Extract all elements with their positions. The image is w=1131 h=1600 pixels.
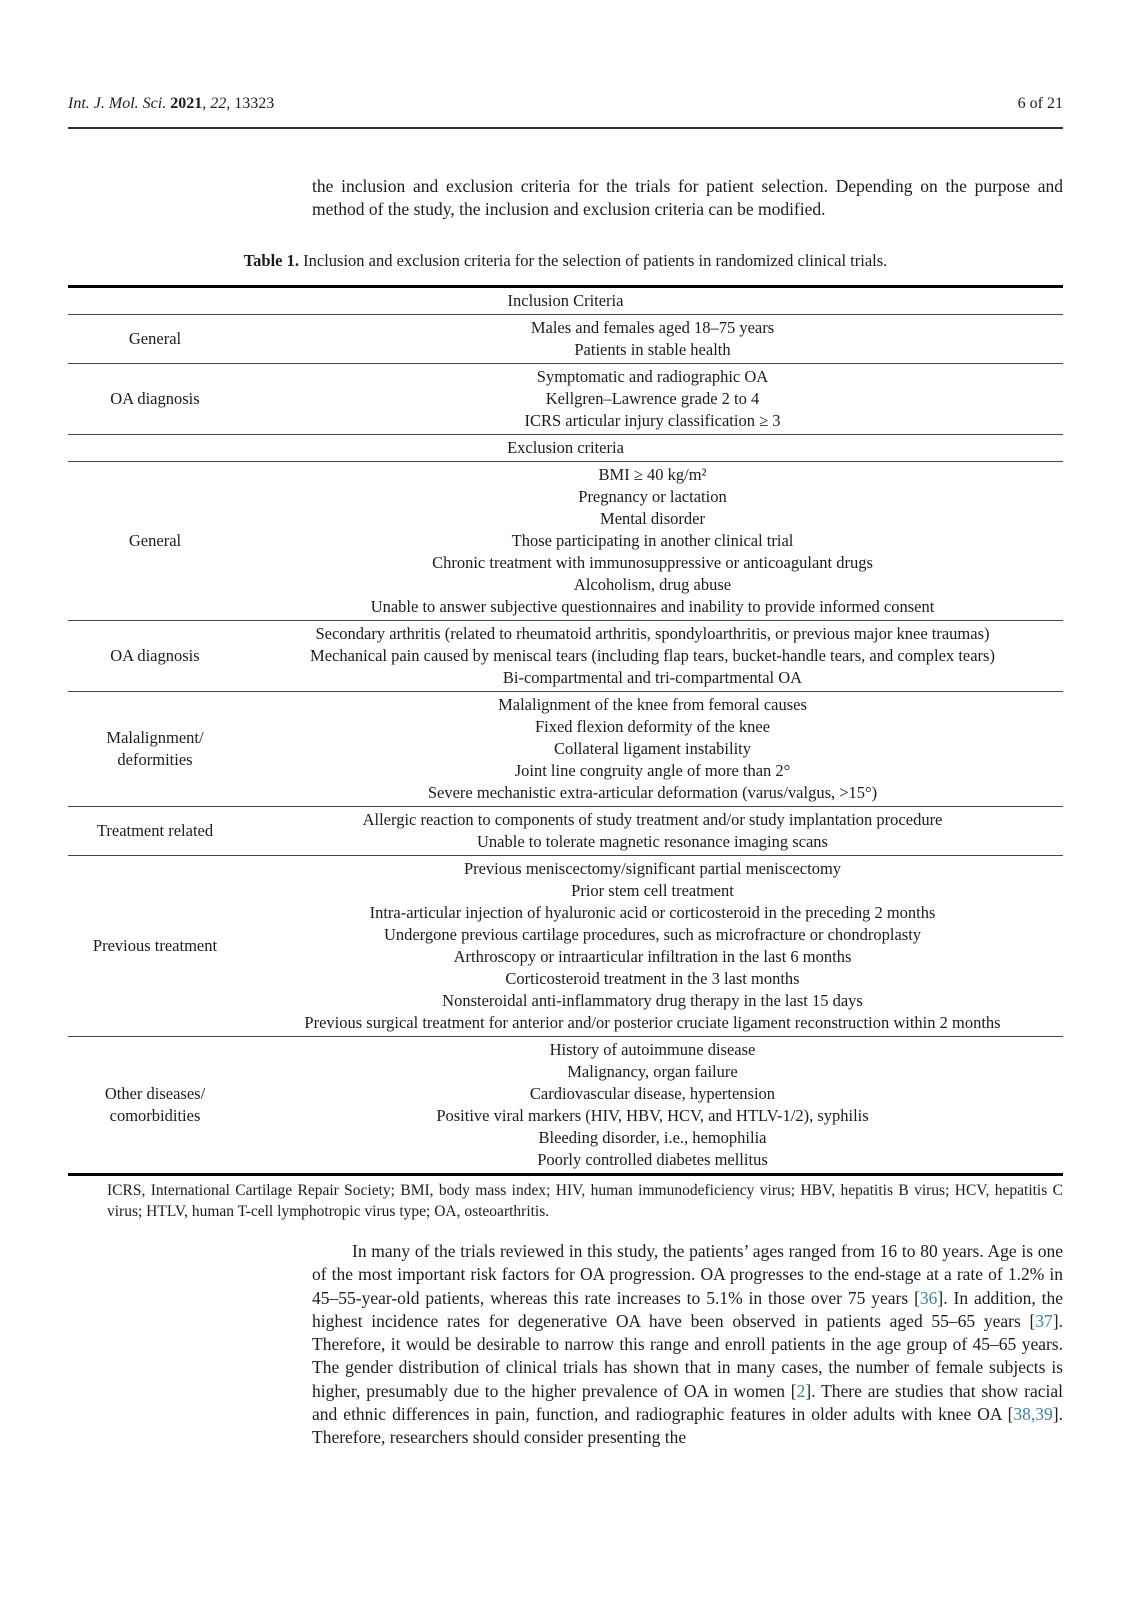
page-number: 6 of 21 xyxy=(1017,95,1063,112)
table-section-header-row xyxy=(68,435,1063,462)
row-label: OA diagnosis xyxy=(68,364,242,435)
header-rule xyxy=(68,127,1063,129)
criteria-line: Previous surgical treatment for anterior and/or posterior cruciate ligament reconstruction within 2 months xyxy=(304,1013,1001,1032)
criteria-line: Prior stem cell treatment xyxy=(571,881,734,900)
row-criteria xyxy=(242,692,1063,807)
criteria-line: Kellgren–Lawrence grade 2 to 4 xyxy=(545,389,760,408)
row-label: General xyxy=(68,462,242,621)
citation-link[interactable]: 2 xyxy=(796,1380,806,1401)
body-text-segment: In many of the trials reviewed in this study, the patients’ ages ranged from 16 to 80 years. Age is one of the most important risk factors for OA progression. OA progresses to the end-stage at a rate of 1.2% in 45–55-year-old patients, whereas this rate increases to 5.1% in those over 75 years [ xyxy=(312,1241,1063,1308)
criteria-line: Allergic reaction to components of study treatment and/or study implantation procedure xyxy=(362,810,943,829)
criteria-line: Mental disorder xyxy=(600,509,705,528)
table-row xyxy=(68,1037,1063,1175)
criteria-line: Poorly controlled diabetes mellitus xyxy=(537,1150,768,1169)
row-criteria xyxy=(242,856,1063,1037)
row-criteria xyxy=(242,315,1063,364)
criteria-line: Symptomatic and radiographic OA xyxy=(536,367,769,386)
section-header-inclusion: Inclusion Criteria xyxy=(507,291,624,310)
criteria-line: Cardiovascular disease, hypertension xyxy=(529,1084,776,1103)
row-label: Other diseases/ comorbidities xyxy=(68,1037,242,1175)
row-label: Treatment related xyxy=(68,807,242,856)
criteria-line: Arthroscopy or intraarticular infiltration in the last 6 months xyxy=(453,947,852,966)
body-text-segment: ]. Therefore, it would be desirable to narrow this range and enroll patients in the age group of 45–65 years. The gender distribution of clinical trials has shown that in many cases, the number of female subjects is higher, presumably due to the higher prevalence of OA in women [ xyxy=(312,1310,1063,1401)
table-row xyxy=(68,364,1063,435)
journal-volume: 22 xyxy=(210,95,227,112)
citation-link[interactable]: 38,39 xyxy=(1013,1404,1053,1425)
row-criteria xyxy=(242,621,1063,692)
criteria-line: Unable to answer subjective questionnaires and inability to provide informed consent xyxy=(370,597,935,616)
citation-link[interactable]: 36 xyxy=(919,1287,938,1308)
table-section-header-row xyxy=(68,287,1063,315)
criteria-line: Nonsteroidal anti-inflammatory drug therapy in the last 15 days xyxy=(442,991,863,1010)
row-label: OA diagnosis xyxy=(68,621,242,692)
criteria-line: Mechanical pain caused by meniscal tears (including flap tears, bucket-handle tears, and complex tears) xyxy=(310,646,995,665)
criteria-line: Collateral ligament instability xyxy=(553,739,752,758)
row-criteria xyxy=(242,462,1063,621)
criteria-line: Males and females aged 18–75 years xyxy=(530,318,775,337)
row-label: Previous treatment xyxy=(68,856,242,1037)
criteria-line: BMI ≥ 40 kg/m² xyxy=(598,465,707,484)
row-label: Malalignment/ deformities xyxy=(68,692,242,807)
citation-link[interactable]: 37 xyxy=(1035,1310,1053,1331)
criteria-line: Intra-articular injection of hyaluronic acid or corticosteroid in the preceding 2 months xyxy=(369,903,936,922)
article-number: , 13323 xyxy=(226,95,275,112)
body-text-segment: ]. There are studies that show racial and ethnic differences in pain, function, and radiographic features in older adults with knee OA [ xyxy=(312,1380,1063,1425)
body-text-segment: ]. Therefore, researchers should consider presenting the xyxy=(312,1404,1063,1448)
criteria-line: Fixed flexion deformity of the knee xyxy=(534,717,771,736)
criteria-line: Bi-compartmental and tri-compartmental OA xyxy=(502,668,803,687)
criteria-line: Bleeding disorder, i.e., hemophilia xyxy=(538,1128,767,1147)
criteria-line: Corticosteroid treatment in the 3 last months xyxy=(505,969,800,988)
table-row xyxy=(68,621,1063,692)
criteria-line: Pregnancy or lactation xyxy=(578,487,727,506)
table-caption-text: Inclusion and exclusion criteria for the selection of patients in randomized clinical trials. xyxy=(303,251,888,270)
criteria-line: Patients in stable health xyxy=(574,340,731,359)
criteria-line: Positive viral markers (HIV, HBV, HCV, and HTLV-1/2), syphilis xyxy=(436,1106,869,1125)
criteria-line: ICRS articular injury classification ≥ 3 xyxy=(524,411,781,430)
section-header-exclusion: Exclusion criteria xyxy=(68,435,1063,462)
criteria-line: History of autoimmune disease xyxy=(549,1040,756,1059)
body-paragraph xyxy=(312,1240,1063,1450)
criteria-line: Secondary arthritis (related to rheumatoid arthritis, spondyloarthritis, or previous major knee traumas) xyxy=(315,624,990,643)
row-criteria xyxy=(242,364,1063,435)
criteria-line: Malalignment of the knee from femoral causes xyxy=(498,695,807,714)
journal-citation: Int. J. Mol. Sci. 2021, 22, 13323 xyxy=(68,95,275,112)
criteria-table xyxy=(68,285,1063,1176)
criteria-line: Unable to tolerate magnetic resonance imaging scans xyxy=(477,832,828,851)
criteria-line: Undergone previous cartilage procedures, such as microfracture or chondroplasty xyxy=(383,925,922,944)
table-caption xyxy=(68,251,1063,271)
body-text-segment: ]. In addition, the highest incidence rates for degenerative OA have been observed in patients aged 55–65 years [ xyxy=(312,1287,1063,1331)
table-caption-label: Table 1. xyxy=(243,251,299,270)
criteria-line: Severe mechanistic extra-articular deformation (varus/valgus, >15°) xyxy=(427,783,878,802)
criteria-line: Malignancy, organ failure xyxy=(567,1062,738,1081)
table-row xyxy=(68,856,1063,1037)
row-criteria xyxy=(242,1037,1063,1175)
criteria-line: Joint line congruity angle of more than 2° xyxy=(514,761,791,780)
criteria-line: Chronic treatment with immunosuppressive or anticoagulant drugs xyxy=(432,553,873,572)
table-row xyxy=(68,462,1063,621)
page-header xyxy=(68,94,1063,113)
criteria-line: Previous meniscectomy/significant partial meniscectomy xyxy=(463,859,842,878)
criteria-line: Those participating in another clinical trial xyxy=(511,531,794,550)
row-criteria xyxy=(242,807,1063,856)
table-row xyxy=(68,807,1063,856)
intro-paragraph: the inclusion and exclusion criteria for the trials for patient selection. Depending on the purpose and method of the study, the inclusion and exclusion criteria can be modified. xyxy=(312,176,1063,220)
journal-name: Int. J. Mol. Sci. xyxy=(68,95,171,112)
criteria-line: Alcoholism, drug abuse xyxy=(573,575,732,594)
row-label: General xyxy=(68,315,242,364)
table-footnote: ICRS, International Cartilage Repair Society; BMI, body mass index; HIV, human immunodeficiency virus; HBV, hepatitis B virus; HCV, hepatitis C virus; HTLV, human T-cell lymphotropic virus type; OA, osteoarthritis. xyxy=(107,1182,1063,1220)
journal-year: 2021 xyxy=(170,95,203,112)
table-row xyxy=(68,315,1063,364)
table-row xyxy=(68,692,1063,807)
